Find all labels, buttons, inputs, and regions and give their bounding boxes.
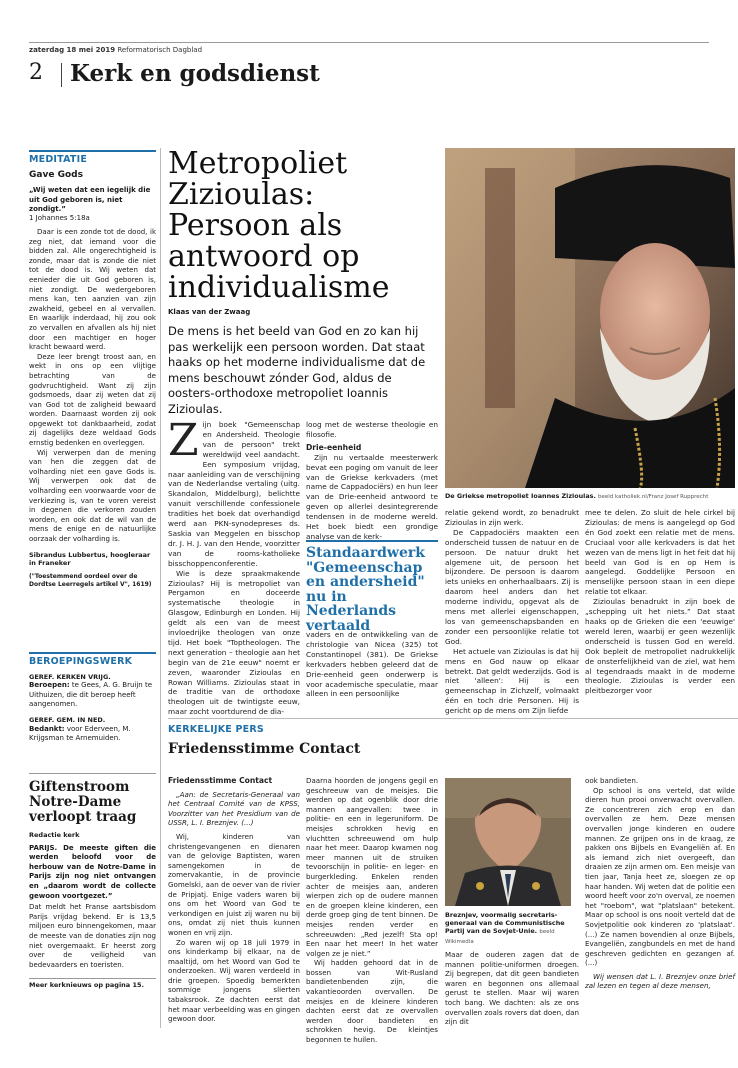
church-name: GEREF. GEM. IN NED. <box>29 715 106 724</box>
kerkelijke-pers-label: KERKELIJKE PERS <box>168 724 264 735</box>
subhead-drie-eenheid: Drie-eenheid <box>306 442 362 452</box>
pers-column-2: Daarna hoorden de jongens gegil en geschreeuw van de meisjes. Die werden op dat ogenblik door drie mannen aangevallen: twee in politie- en een in legeruniform. De meisjes schrokken hevig en vluchtten schreeuwend om hulp naar het meer. Daarop kwamen nog meer mannen uit de struiken tevoorschijn in politie- en leger- en burgerkleding. Enkelen renden achter de meisjes aan, anderen wierpen zich op de oudere mannen en de groepen kleine kinderen, een derde groep ging de tent binnen. De meisjes renden verder en schreeuwden: „Red jezelf! Sta op! Een naar het meer! In het water volgen ze je niet.” Wij hadden gehoord dat in de bossen van Wit-Rusland bandietenbenden zijn, die vakantieoorden overvallen. De meisjes en de kleinere kinderen dachten eerst dat ze overvallen werden door bandieten en schrokken hevig. De kleintjes begonnen te huilen. <box>306 776 438 1045</box>
article-column-2b: vaders en de ontwikkeling van de christologie van Nicea (325) tot Constantinopel (381). De Griekse kerkvaders hebben geleerd dat de Drie-eenheid geen onderwerp is voor academische speculatie, maar alleen in een persoonlijke <box>306 630 438 699</box>
article-column-3: relatie gekend wordt, zo benadrukt Zizioulas in zijn werk. De Cappadociërs maakten een onderscheid tussen de natuur en de persoon. De natuur drukt het algemene uit, de persoon het bijzondere. De persoon is daarom iets unieks en onherhaalbaars. Zij is daarom heel anders dan het moderne individu, opgevat als de mens met allerlei eigenschappen, los van gemeenschapsbanden en zonder een persoonlijke relatie tot God. Het actuele van Zizioulas is dat hij mens en God nauw op elkaar betrekt. Dat geldt wederzijds. God is niet 'alleen': Hij is een gemeenschap in Zichzelf, volmaakt één en toch drie Personen. Hij is gericht op de mens om Zijn liefde <box>445 508 579 716</box>
notre-dame-lead: PARIJS. De meeste giften die werden beloofd voor de herbouw van de Notre-Dame in Parijs zijn nog niet ontvangen en „daarom wordt de collecte gewoon voortgezet.” <box>29 843 156 900</box>
beroepingswerk-label: BEROEPINGSWERK <box>29 656 133 667</box>
zizioulas-photo <box>445 148 735 488</box>
dateline: zaterdag 18 mei 2019 Reformatorisch Dagblad <box>29 46 203 54</box>
meditatie-rule <box>29 150 156 152</box>
pers-column-4: ook bandieten. Op school is ons verteld, dat wilde dieren hun prooi onverwacht overvallen. Ze concentreren zich erop en dan overvallen ze hem. Deze mensen overvallen jonge kinderen en oudere mannen. Ze grijpen ons in de kraag, ze pakken ons Bijbels en Evangeliën af. En als iemand zich niet overgeeft, dan draaien ze zijn armen om. Een meisje van tien jaar, Tanja heet ze, sloegen ze op haar handen. Wij weten dat de politie een woord heeft voor zo'n overval, ze noemen het "roebom", wat "platslaan" betekent. Maar op school is ons nooit verteld dat de Sovjetpolitie ook kinderen zo 'platslaat'. (...) Ze namen bovendien al onze Bijbels, Evangeliën, zangbundels en met de hand geschreven gedichten en gezangen af. (...) Wij wensen dat L. I. Breznjev onze brief zal lezen en tegen al deze mensen, <box>585 776 735 991</box>
pull-quote: Standaardwerk "Gemeenschap en andersheid" nu in Nederlands vertaald <box>306 545 425 634</box>
article-headline: Metropoliet Zizioulas: Persoon als antwoord op individualisme <box>168 146 390 305</box>
meditatie-paragraph: Deze leer brengt troost aan, en wekt in ons op een vlijtige betrachting van de godvruchtigheid. Want zij zijn godsmoeds, daar zij weten dat zij van God tot de zaligheid bewaard worden. Daarnaast worden zij ook opgewekt tot dankbaarheid, zodat zij dagelijks deze weldaad Gods ernstig bedenken en overleggen. <box>29 352 156 448</box>
drop-cap: Z <box>168 415 199 466</box>
more-news-link[interactable]: Meer kerknieuws op pagina 15. <box>29 978 156 991</box>
pull-quote-rule <box>306 540 438 542</box>
section-title: Kerk en godsdienst <box>70 60 320 87</box>
meditatie-paragraph: Daar is een zonde tot de dood, ik zeg niet, dat iemand voor die bidden zal. Alle ongerechtigheid is zonde, maar dat is zonde die niet tot de dood is. Wij weten dat eenieder die uit God geboren is, niet zondigt. De wedergeboren mens kan, ten aanzien van zijn zwakheid, gebeel en al vervallen. En waarlijk inderdaad, hij zou ook zo vervallen en afvallen als hij niet door een machtiger en hoger kracht bewaard werd. <box>29 228 156 352</box>
article-column-2: loog met de westerse theologie en filosofie. Drie-eenheid Zijn nu vertaalde meesterwerk bevat een poging om vanuit de leer van de Griekse kerkvaders (met name de Cappadociërs) en hun leer van de Drie-eenheid antwoord te geven op allerlei desintegrerende tendensen in de moderne wereld. Het boek biedt een grondige analyse van de kerk- <box>306 420 438 541</box>
meditatie-ref: 1 Johannes 5:18a <box>29 214 90 223</box>
church-name: GEREF. KERKEN VRIJG. <box>29 672 111 681</box>
meditatie-paragraph: Wij verwerpen dan de mening van hen die zeggen dat de volharding niet een gave Gods is. Wij verwerpen ook dat de volharding een voorwaarde voor de verkiezing is, van te voren vereist in degenen die verkoren zouden worden, en ook dat de wil van de mens de enige en de natuurlijke oorzaak der volharding is. <box>29 448 156 543</box>
meditatie-quote: „Wij weten dat een iegelijk die uit God geboren is, niet zondigt.” <box>29 186 151 213</box>
notre-dame-title: Giftenstroom Notre-Dame verloopt traag <box>29 779 137 825</box>
sidebar-divider <box>160 148 161 1028</box>
notre-dame-body: Dat meldt het Franse aartsbisdom Parijs vrijdag bekend. Er is 13,5 miljoen euro binnengekomen, maar de meeste van de donaties zijn nog niet overgemaakt. Er heerst zorg over de veiligheid van bedevaarders en toeristen. <box>29 903 156 969</box>
page-divider <box>61 63 62 87</box>
article-column-1: Z ijn boek "Gemeenschap en Andersheid. Theologie van de persoon" trekt wereldwijd veel aandacht. Een symposium vrijdag, naar aanleiding van de verschijning van de Nederlandse vertaling (uitg. Skandalon, Middelburg), belichtte vanuit verschillende confessionele tradities het boek dat overhandigd werd aan PKN-synodepreses ds. Saskia van Meggelen en bisschop dr. J. H. J. van den Hende, voorzitter van de rooms-katholieke bisschoppenconferentie. Wie is deze spraakmakende Zizioulas? Hij is metropoliet van Pergamon en doceerde systematische theologie in Glasgow, Edinburgh en Londen. Hij geldt als een van de meest invloedrijke theologen van onze tijd. Het boek "Toptheologen. The next generation – theologie aan het begin van de 21e eeuw" noemt er zeven, waaronder Zizioulas en Rowan Williams. Zizioulas staat in de traditie van de orthodoxe theologen uit de twintigste eeuw, maar zocht voortdurend de dia- <box>168 415 300 717</box>
kerkelijke-pers-rule <box>168 718 738 719</box>
kerkelijke-pers-title: Friedensstimme Contact <box>168 741 361 757</box>
breznjev-caption: Breznjev, voormalig secretaris-generaal van de Communistische Partij van de Sovjet-Unie. beeld Wikimedia <box>445 911 565 945</box>
article-lead: De mens is het beeld van God en zo kan hij pas werkelijk een persoon worden. Dat staat haaks op het moderne individualisme dat de mens beschouwt zónder God, aldus de oosters-orthodoxe metropoliet Ioannis Zizioulas. <box>168 324 426 416</box>
beroep-text: Bedankt: voor Ederveen, M. Krijgsman te Arnemuiden. <box>29 724 131 743</box>
meditatie-label: MEDITATIE <box>29 154 88 165</box>
meditatie-title: Gave Gods <box>29 169 83 180</box>
meditatie-box <box>29 150 156 590</box>
breznjev-photo <box>445 778 571 906</box>
article-byline: Klaas van der Zwaag <box>168 308 251 316</box>
meditatie-source: ("Toestemmend oordeel over de Dordtse Leerregels artikel V", 1619) <box>29 572 152 589</box>
beroepingswerk-box <box>29 652 156 744</box>
page-number: 2 <box>29 60 43 85</box>
pers-column-1: Friedensstimme Contact „Aan: de Secretaris-Generaal van het Centraal Comité van de KPSS, Voorzitter van het Presidium van de USSR, L. I. Breznjev. (...) Wij, kinderen van christengevangenen en dienaren van de gelovige Baptisten, waren samengekomen in de zomervakantie, in de provincie Gomelski, aan de oever van de rivier de Pripjatj. Enige vaders waren bij ons om het Woord van God te verkondigen en juist zij waren nu bij ons, omdat zij niet thuis kunnen wonen en vrij zijn. Zo waren wij op 18 juli 1979 in ons kinderkamp bij elkaar, na de maaltijd, om het Woord van God te onderzoeken. Wij waren verdeeld in drie groepen. Spoedig bemerkten sommige jongens slierten tabaksrook. Ze dachten eerst dat het maar verbeelding was en gingen gewoon door. <box>168 776 300 1024</box>
beroep-text: Beroepen: te Gees, A. G. Bruijn te Uithuizen, die dit beroep heeft aangenomen. <box>29 681 152 709</box>
notre-dame-box <box>29 773 156 991</box>
photo-caption: De Griekse metropoliet Ioannes Zizioulas. beeld katholiek.nl/Franz Josef Rupprecht <box>445 492 709 500</box>
notre-dame-byline: Redactie kerk <box>29 831 80 839</box>
meditatie-author: Sibrandus Lubbertus, hoogleraar in Franeker <box>29 550 151 568</box>
pers-column-3: Maar de ouderen zagen dat de mannen politie-uniformen droegen. Zij begrepen, dat dit geen bandieten waren en begonnen ons allemaal gerust te stellen. Maar wij waren toch bang. We dachten: als ze ons overvallen zoals rovers dat doen, dan zijn dit <box>445 950 579 1027</box>
beroepingswerk-rule <box>29 652 156 654</box>
article-column-4: mee te delen. Zo sluit de hele cirkel bij Zizioulas: de mens is aangelegd op God én God zoekt een relatie met de mens. Cruciaal voor alle kerkvaders is dat het wezen van de mens ligt in het feit dat hij beeld van God is en op Hem is aangelegd. Goddelijke Persoon en menselijke persoon staan in een diepe relatie tot elkaar. Zizioulas benadrukt in zijn boek de „schepping uit het niets.” Dat staat haaks op de Grieken die een 'eeuwige' wereld leren, waarbij er geen wezenlijk onderscheid is tussen God en wereld. Ook bepleit de metropoliet nadrukkelijk de onsterfelijkheid van de ziel, wat hem al tegendraads maakt in de moderne theologie. Zizioulas is verder een pleitbezorger voor <box>585 508 735 696</box>
header-rule <box>29 42 709 43</box>
